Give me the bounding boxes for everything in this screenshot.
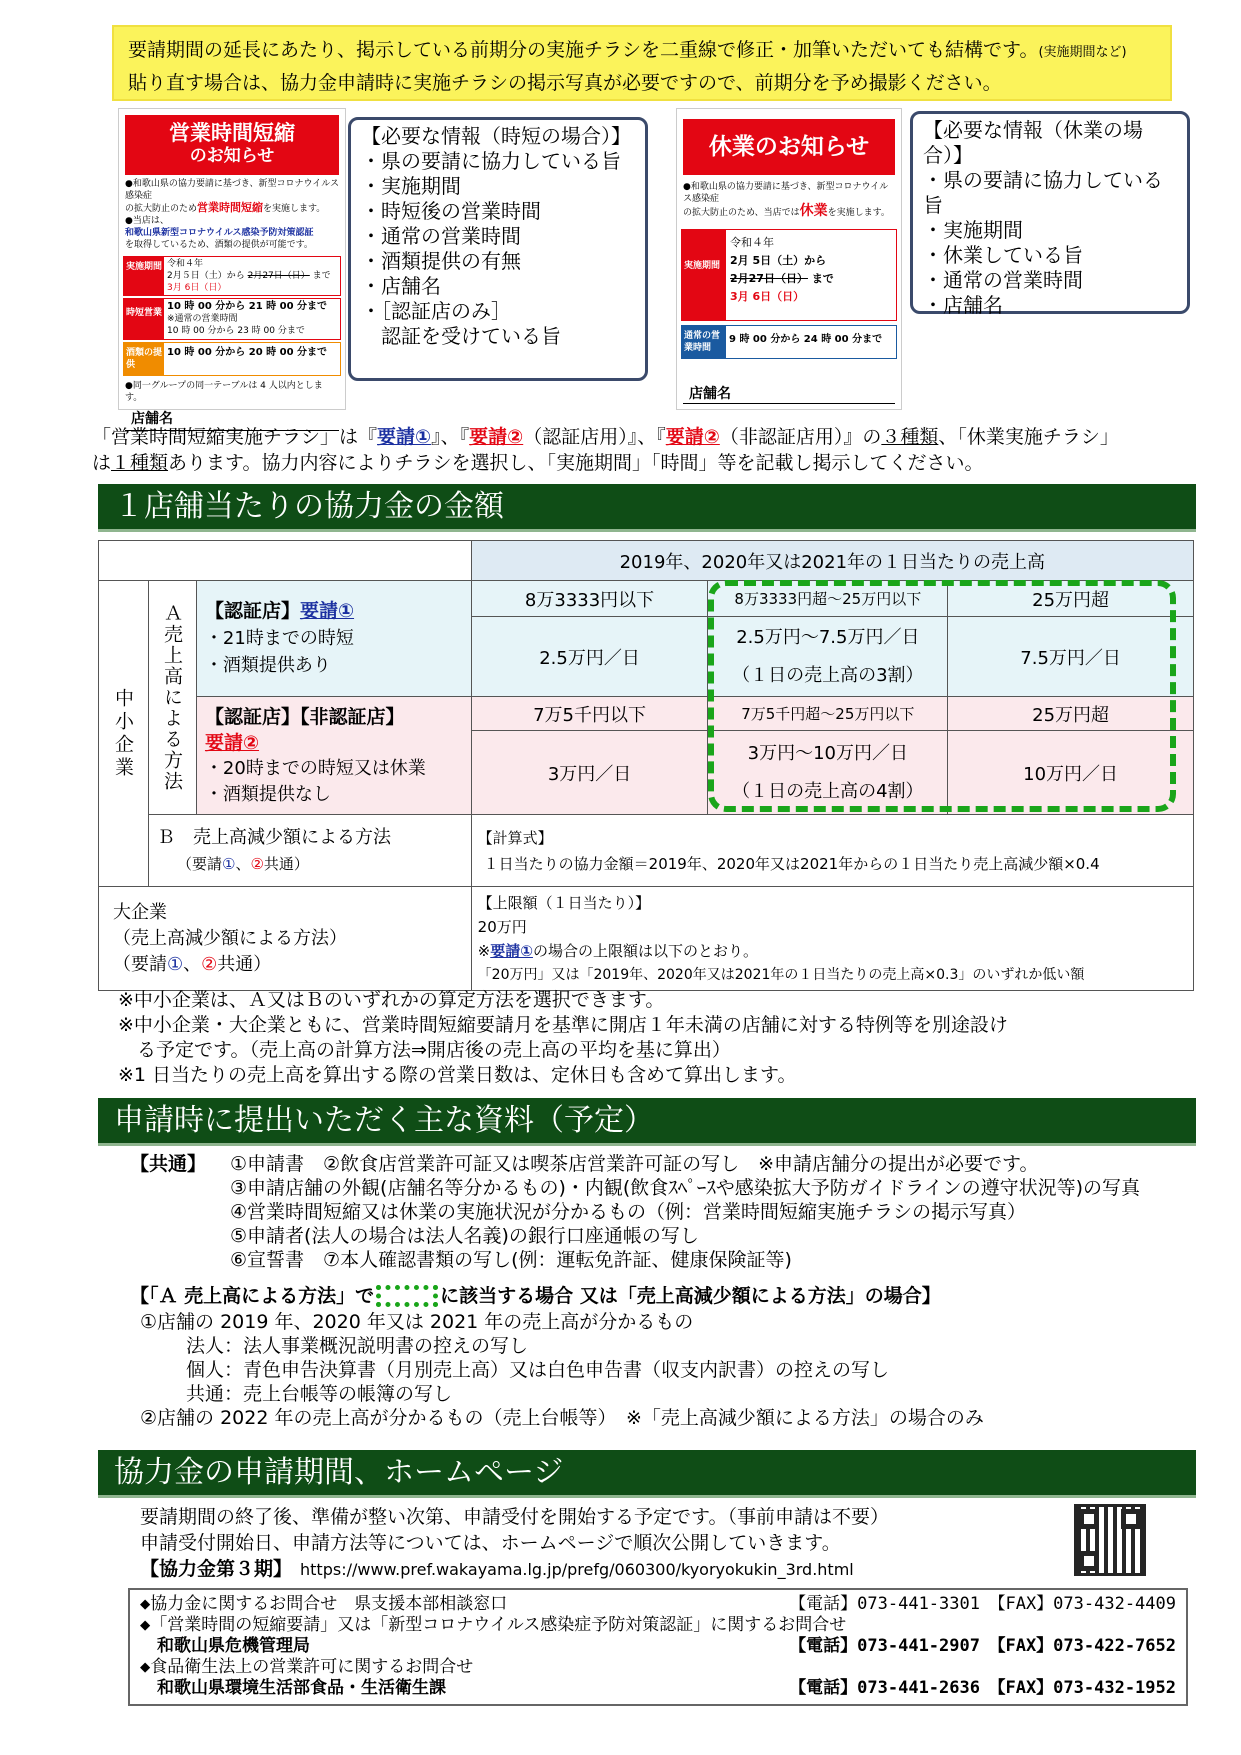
method-a-label: Ａ売上高による方法 [148,581,196,815]
req2-range-1: 7万5千円以下 [471,697,708,731]
req1-cell: 【認証店】要請① ・21時までの時短 ・酒類提供あり [196,581,471,697]
req1-amount-1: 2.5万円／日 [471,617,708,697]
notice-banner [112,25,1172,101]
large-enterprise-cell: 大企業 （売上高減少額による方法） （要請①、②共通） [99,887,472,991]
section-docs-title: 申請時に提出いただく主な資料（予定） [98,1098,1196,1146]
req2-cell: 【認証店】【非認証店】 要請② ・20時までの時短又は休業 ・酒類提供なし [196,697,471,815]
callout-short-info: 【必要な情報（時短の場合）】 ・県の要請に協力している旨 ・実施期間 ・時短後の営業時間 ・通常の営業時間 ・酒類提供の有無 ・店舗名 ・［認証店のみ］ 認証を受けている旨 [348,117,648,381]
table-notes: ※中小企業は、Ａ又はＢのいずれかの算定方法を選択できます。 ※中小企業・大企業ともに、営業時間短縮要請月を基準に開店１年未満の店舗に対する特例等を別途設け る予定です。（売上高の計算方法⇒開店後の売上高の平均を基に算出） ※1 日当たりの売上高を算出する際の営業日数は、定休日も含めて算出します。 [118,989,1008,1086]
section-homepage-title: 協力金の申請期間、ホームページ [98,1450,1196,1498]
flyer-short-subtitle: のお知らせ [189,146,275,166]
req2-amount-3: 10万円／日 [948,731,1194,815]
req1-range-3: 25万円超 [948,581,1194,617]
dashed-marker-icon [376,1285,438,1307]
notice-line-2: 貼り直す場合は、協力金申請時に実施チラシの掲示写真が必要ですので、前期分を予め撮影ください。 [128,72,1002,94]
limit-cell: 【上限額（１日当たり）】 20万円 ※要請①の場合の上限額は以下のとおり。 「20万円」又は「2019年、2020年又は2021年の１日当たりの売上高×0.3」のいずれか低い額 [471,887,1193,991]
method-b-cell: Ｂ 売上高減少額による方法 （要請①、②共通） [148,815,471,887]
req2-amount-2: 3万円～10万円／日 （１日の売上高の4割） [708,731,948,815]
req1-range-2: 8万3333円超～25万円以下 [708,581,948,617]
req1-amount-2: 2.5万円～7.5万円／日 （１日の売上高の3割） [708,617,948,697]
flyer-short-hours: 営業時間短縮 のお知らせ ●和歌山県の協力要請に基づき、新型コロナウイルス感染症 の拡大防止のため営業時間短縮を実施します。 ●当店は、 和歌山県新型コロナウイルス感染予防対策認証 を取得しているため、酒類の提供が可能です。 実施期間 令和４年 2月５日（土）から 2月27日（日） まで 3月 6日（日） 時短営業 10 時 00 分から 21 時 00 分まで ※通常の営業時間 10 時 00 分から 23 時 00 分まで 酒類の提供 10 時 00 分から 20 時 00 分まで ●同一グループの同一テーブルは 4 人以内とします。 店舗名 [118,108,346,410]
flyer-closed-title: 休業のお知らせ [683,119,895,175]
qr-code-icon[interactable] [1074,1504,1146,1576]
sme-label: 中小企業 [99,581,149,887]
homepage-link[interactable]: https://www.pref.wakayama.lg.jp/prefg/060300/kyoryokukin_3rd.html [300,1560,854,1579]
contact-box: ◆協力金に関するお問合せ 県支援本部相談窓口 【電話】073-441-3301 【FAX】073-432-4409 ◆「営業時間の短縮要請」又は「新型コロナウイルス感染症予防対策認証」に関するお問合せ 和歌山県危機管理局 【電話】073-441-2907 【FAX】073-422-7652 ◆食品衛生法上の営業許可に関するお問合せ 和歌山県環境生活部食品・生活衛生課 【電話】073-441-2636 【FAX】073-432-1952 [128,1588,1188,1706]
req1-amount-3: 7.5万円／日 [948,617,1194,697]
req2-range-2: 7万5千円超～25万円以下 [708,697,948,731]
calc-cell: 【計算式】 １日当たりの協力金額＝2019年、2020年又は2021年からの１日当たり売上高減少額×0.4 [471,815,1193,887]
req1-range-1: 8万3333円以下 [471,581,708,617]
section-amount-title: １店舗当たりの協力金の金額 [98,484,1196,532]
table-header: 2019年、2020年又は2021年の１日当たりの売上高 [471,541,1193,581]
docs-common: 【共通】 ①申請書 ②飲食店営業許可証又は喫茶店営業許可証の写し ※申請店舗分の提出が必要です。 ③申請店舗の外観(店舗名等分かるもの)・内観(飲食ｽﾍﾟｰｽや感染拡大予防ガイドラインの遵守状況等)の写真 ④営業時間短縮又は休業の実施状況が分かるもの（例：営業時間短縮実施チラシの掲示写真） ⑤申請者(法人の場合は法人名義)の銀行口座通帳の写し ⑥宣誓書 ⑦本人確認書類の写し(例：運転免許証、健康保険証等) [130,1153,1141,1271]
docs-case-line: 【「Ａ 売上高による方法」で に該当する場合 又は「売上高減少額による方法」の場合】 [130,1285,941,1307]
req2-amount-1: 3万円／日 [471,731,708,815]
callout-closed-info: 【必要な情報（休業の場合）】 ・県の要請に協力している旨 ・実施期間 ・休業している旨 ・通常の営業時間 ・店舗名 [910,111,1190,314]
flyer-note: 「営業時間短縮実施チラシ」は『要請①』、『要請②（認証店用）』、『要請②（非認証店用）』の３種類、「休業実施チラシ」 は１種類あります。協力内容によりチラシを選択し、「実施期間」「時間」等を記載し掲示してください。 [92,426,1119,474]
flyer-short-title: 営業時間短縮 [169,121,295,145]
docs-sales: ①店舗の 2019 年、2020 年又は 2021 年の売上高が分かるもの 法人：法人事業概況説明書の控えの写し 個人：青色申告決算書（月別売上高）又は白色申告書（収支内訳書）の控えの写し 共通：売上台帳等の帳簿の写し ②店舗の 2022 年の売上高が分かるもの（売上台帳等） ※「売上高減少額による方法」の場合のみ [140,1311,984,1429]
flyer-closed: 休業のお知らせ ●和歌山県の協力要請に基づき、新型コロナウイルス感染症 の拡大防止のため、当店では休業を実施します。 実施期間 令和４年 2月 5日（土）から 2月27日（日） まで 3月 6日（日） 通常の営業時間 9 時 00 分から 24 時 00 分まで 店舗名 [676,108,902,410]
notice-line-1: 要請期間の延長にあたり、掲示している前期分の実施チラシを二重線で修正・加筆いただいても結構です。(実施期間など) [128,39,1127,61]
homepage-info: 要請期間の終了後、準備が整い次第、申請受付を開始する予定です。（事前申請は不要） 申請受付開始日、申請方法等については、ホームページで順次公開していきます。 【協力金第３期】 https://www.pref.wakayama.lg.jp/prefg/060300/kyoryokukin_3rd.html [140,1506,889,1580]
req2-range-3: 25万円超 [948,697,1194,731]
amount-table [98,540,1194,991]
